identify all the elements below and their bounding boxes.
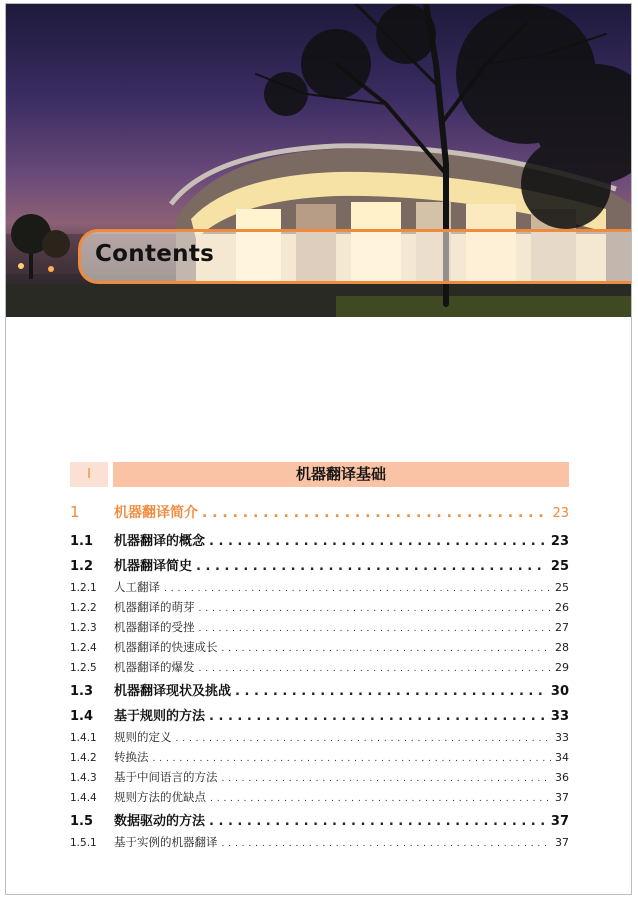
toc-page-number: 36 xyxy=(555,771,569,784)
toc-leader-dots xyxy=(199,604,552,614)
toc-number: 1.2.1 xyxy=(70,582,97,594)
toc-page-number: 25 xyxy=(555,581,569,594)
toc-number: 1 xyxy=(70,503,80,521)
toc-entry-chapter[interactable] xyxy=(70,502,569,522)
toc-leader-dots xyxy=(222,774,552,784)
toc-page-number: 23 xyxy=(550,534,569,549)
toc-leader-dots xyxy=(222,644,552,654)
toc-number: 1.2.4 xyxy=(70,642,97,654)
toc-number: 1.4.1 xyxy=(70,732,97,744)
toc-leader-dots xyxy=(209,534,547,549)
toc-page-number: 28 xyxy=(555,641,569,654)
toc-leader-dots xyxy=(164,584,551,594)
toc-page-number: 37 xyxy=(555,791,569,804)
toc-number: 1.5 xyxy=(70,814,94,829)
toc-entry-section[interactable] xyxy=(70,555,569,574)
toc-title: 人工翻译 xyxy=(114,580,160,594)
toc-leader-dots xyxy=(209,814,547,829)
toc-leader-dots xyxy=(176,734,552,744)
toc-entry-subsection[interactable] xyxy=(70,749,569,765)
toc-title: 机器翻译简介 xyxy=(114,505,198,521)
toc-page-number: 34 xyxy=(555,751,569,764)
toc-entry-subsection[interactable] xyxy=(70,579,569,595)
toc-number: 1.2.3 xyxy=(70,622,97,634)
toc-page-number: 37 xyxy=(550,814,569,829)
toc-title: 机器翻译的萌芽 xyxy=(114,600,195,614)
toc-number: 1.1 xyxy=(70,534,94,549)
toc-leader-dots xyxy=(222,839,552,849)
toc-leader-dots xyxy=(199,664,552,674)
header-photo xyxy=(6,4,631,317)
part-number: I xyxy=(70,462,108,487)
toc-leader-dots xyxy=(202,505,548,521)
toc-entry-subsection[interactable] xyxy=(70,659,569,675)
toc-number: 1.3 xyxy=(70,684,94,699)
toc-number: 1.5.1 xyxy=(70,837,97,849)
toc-entry-subsection[interactable] xyxy=(70,619,569,635)
toc-number: 1.2 xyxy=(70,559,94,574)
toc-entry-subsection[interactable] xyxy=(70,769,569,785)
toc-entry-subsection[interactable] xyxy=(70,639,569,655)
part-title: 机器翻译基础 xyxy=(113,462,569,487)
toc-page-number: 26 xyxy=(555,601,569,614)
toc-number: 1.2.5 xyxy=(70,662,97,674)
toc-entry-section[interactable] xyxy=(70,680,569,699)
toc-leader-dots xyxy=(153,754,552,764)
toc-title: 转换法 xyxy=(114,750,149,764)
toc-leader-dots xyxy=(235,684,547,699)
toc-page-number: 33 xyxy=(555,731,569,744)
toc-entry-section[interactable] xyxy=(70,810,569,829)
part-header xyxy=(70,462,569,487)
toc-title: 规则方法的优缺点 xyxy=(114,790,206,804)
toc-title: 机器翻译的概念 xyxy=(114,534,206,549)
toc-page-number: 23 xyxy=(552,506,569,521)
toc-page-number: 30 xyxy=(550,684,569,699)
toc-title: 基于实例的机器翻译 xyxy=(114,835,218,849)
toc-number: 1.4 xyxy=(70,709,94,724)
toc-page-number: 37 xyxy=(555,836,569,849)
toc-number: 1.2.2 xyxy=(70,602,97,614)
toc-title: 机器翻译的爆发 xyxy=(114,660,195,674)
toc-page-number: 25 xyxy=(550,559,569,574)
toc-title: 基于规则的方法 xyxy=(114,709,206,724)
toc-leader-dots xyxy=(196,559,547,574)
toc-leader-dots xyxy=(199,624,552,634)
toc-title: 数据驱动的方法 xyxy=(114,814,206,829)
toc-entry-subsection[interactable] xyxy=(70,789,569,805)
toc-entry-subsection[interactable] xyxy=(70,599,569,615)
toc-number: 1.4.2 xyxy=(70,752,97,764)
toc-entry-subsection[interactable] xyxy=(70,834,569,850)
contents-banner xyxy=(78,229,631,284)
page-title: Contents xyxy=(95,241,215,267)
toc-title: 基于中间语言的方法 xyxy=(114,770,218,784)
toc-entry-section[interactable] xyxy=(70,530,569,549)
toc-page-number: 27 xyxy=(555,621,569,634)
toc-number: 1.4.4 xyxy=(70,792,97,804)
toc-title: 机器翻译的快速成长 xyxy=(114,640,218,654)
toc-number: 1.4.3 xyxy=(70,772,97,784)
toc-entry-subsection[interactable] xyxy=(70,729,569,745)
toc-entry-section[interactable] xyxy=(70,705,569,724)
toc-title: 规则的定义 xyxy=(114,730,172,744)
toc-leader-dots xyxy=(209,709,547,724)
toc-leader-dots xyxy=(210,794,551,804)
toc-title: 机器翻译简史 xyxy=(114,559,193,574)
toc-page-number: 33 xyxy=(550,709,569,724)
toc-title: 机器翻译的受挫 xyxy=(114,620,195,634)
toc-title: 机器翻译现状及挑战 xyxy=(114,684,232,699)
toc-page-number: 29 xyxy=(555,661,569,674)
